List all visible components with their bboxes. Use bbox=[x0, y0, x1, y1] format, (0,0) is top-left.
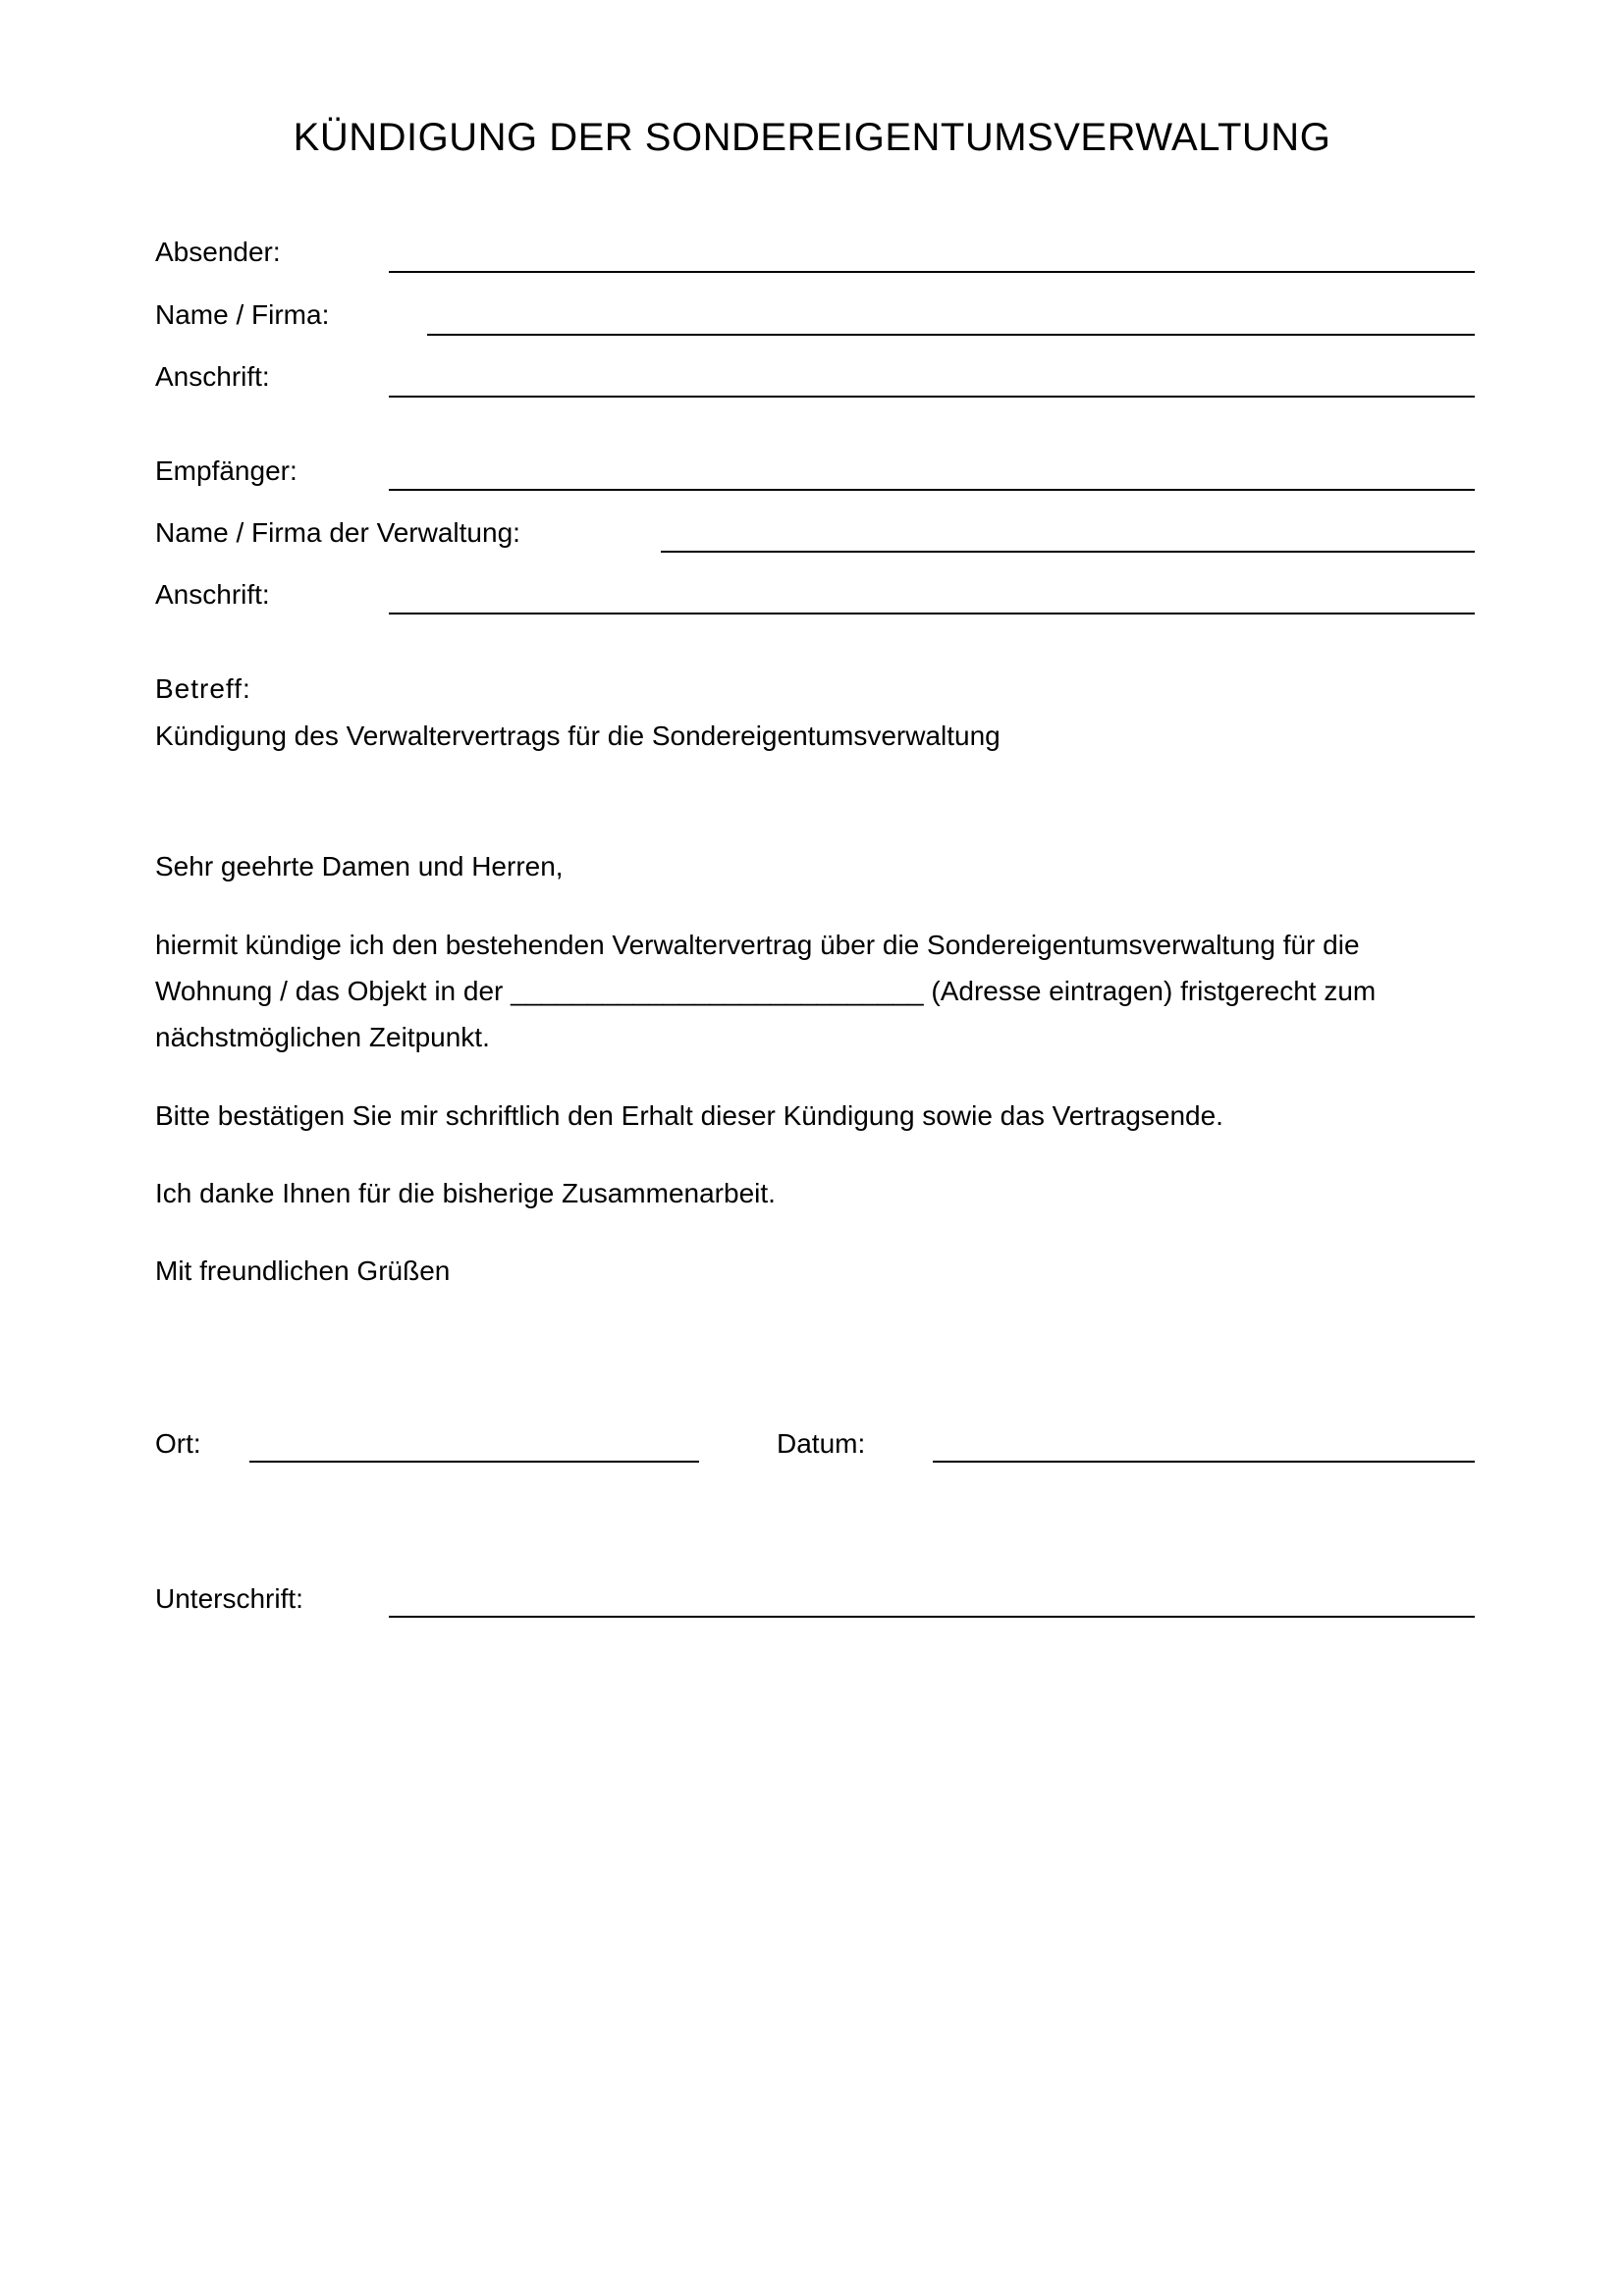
recipient-field-line[interactable] bbox=[389, 489, 1475, 491]
sender-name-label: Name / Firma: bbox=[155, 299, 330, 330]
paragraph1-suffix: (Adresse eintragen) fristgerecht zum bbox=[931, 976, 1377, 1006]
recipient-name-field-line[interactable] bbox=[661, 551, 1475, 553]
recipient-address-field-line[interactable] bbox=[389, 613, 1475, 614]
address-blank[interactable]: ___________________________ bbox=[511, 976, 924, 1006]
sender-address-label: Anschrift: bbox=[155, 361, 270, 392]
subject-text: Kündigung des Verwaltervertrags für die Sondereigentumsverwaltung bbox=[155, 721, 1001, 751]
paragraph3: Ich danke Ihnen für die bisherige Zusammenarbeit. bbox=[155, 1178, 776, 1208]
sender-name-field-line[interactable] bbox=[427, 334, 1475, 336]
signature-label: Unterschrift: bbox=[155, 1583, 303, 1614]
signature-field-line[interactable] bbox=[389, 1616, 1475, 1618]
recipient-name-label: Name / Firma der Verwaltung: bbox=[155, 517, 520, 548]
place-label: Ort: bbox=[155, 1428, 201, 1459]
date-label: Datum: bbox=[777, 1428, 866, 1459]
recipient-address-label: Anschrift: bbox=[155, 579, 270, 610]
paragraph1-prefix: Wohnung / das Objekt in der bbox=[155, 976, 504, 1006]
paragraph1-line2 bbox=[155, 975, 1376, 1008]
closing: Mit freundlichen Grüßen bbox=[155, 1255, 451, 1286]
paragraph1-line1: hiermit kündige ich den bestehenden Verwaltervertrag über die Sondereigentumsverwaltung für die bbox=[155, 930, 1360, 960]
sender-field-line[interactable] bbox=[389, 271, 1475, 273]
sender-address-field-line[interactable] bbox=[389, 396, 1475, 398]
place-field-line[interactable] bbox=[249, 1461, 699, 1463]
sender-heading: Absender: bbox=[155, 237, 281, 267]
recipient-heading: Empfänger: bbox=[155, 455, 298, 486]
subject-label: Betreff: bbox=[155, 673, 251, 704]
date-field-line[interactable] bbox=[933, 1461, 1475, 1463]
salutation: Sehr geehrte Damen und Herren, bbox=[155, 851, 564, 881]
document-title: KÜNDIGUNG DER SONDEREIGENTUMSVERWALTUNG bbox=[293, 116, 1331, 159]
paragraph2: Bitte bestätigen Sie mir schriftlich den Erhalt dieser Kündigung sowie das Vertragsende. bbox=[155, 1100, 1223, 1131]
paragraph1-line3: nächstmöglichen Zeitpunkt. bbox=[155, 1022, 490, 1052]
